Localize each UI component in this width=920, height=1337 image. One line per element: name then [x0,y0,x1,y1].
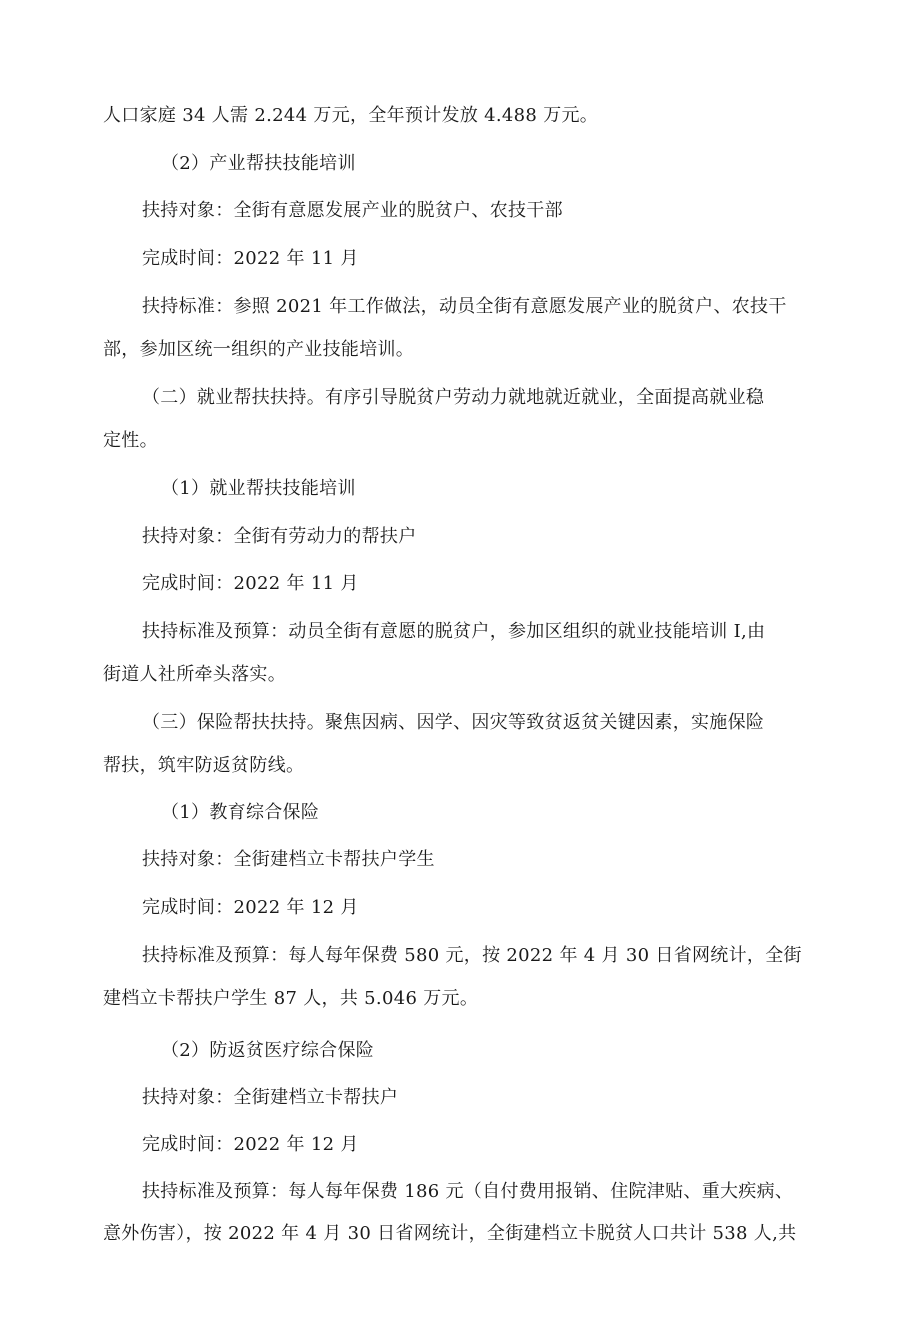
support-standard-line: 扶持标准：参照 2021 年工作做法，动员全街有意愿发展产业的脱贫户、农技干 [142,296,787,317]
completion-time-line: 完成时间：2022 年 11 月 [142,573,359,594]
support-target-line: 扶持对象：全街有劳动力的帮扶户 [142,526,417,547]
body-text-line: 定性。 [103,430,158,451]
completion-time-line: 完成时间：2022 年 12 月 [142,897,359,918]
body-text-line: 建档立卡帮扶户学生 87 人，共 5.046 万元。 [103,988,479,1009]
body-text-line: 街道人社所牵头落实。 [103,664,286,685]
support-standard-line: 扶持标准及预算：每人每年保费 580 元，按 2022 年 4 月 30 日省网统计，全街 [142,945,802,966]
support-standard-line: 扶持标准及预算：动员全街有意愿的脱贫户，参加区组织的就业技能培训 I,由 [142,621,766,642]
section-heading-paragraph: （三）保险帮扶扶持。聚焦因病、因学、因灾等致贫返贫关键因素，实施保险 [142,712,765,733]
subsection-heading: （1）教育综合保险 [161,802,320,823]
completion-time-line: 完成时间：2022 年 11 月 [142,248,359,269]
section-heading-paragraph: （二）就业帮扶扶持。有序引导脱贫户劳动力就地就近就业，全面提高就业稳 [142,387,765,408]
body-text-line: 部，参加区统一组织的产业技能培训。 [103,339,415,360]
body-text-line: 帮扶，筑牢防返贫防线。 [103,755,305,776]
subsection-heading: （2）防返贫医疗综合保险 [161,1040,375,1061]
body-text-line: 意外伤害），按 2022 年 4 月 30 日省网统计，全街建档立卡脱贫人口共计 538 人,共 [103,1223,797,1244]
completion-time-line: 完成时间：2022 年 12 月 [142,1134,359,1155]
support-target-line: 扶持对象：全街有意愿发展产业的脱贫户、农技干部 [142,200,563,221]
subsection-heading: （2）产业帮扶技能培训 [161,153,356,174]
support-standard-line: 扶持标准及预算：每人每年保费 186 元（自付费用报销、住院津贴、重大疾病、 [142,1181,794,1202]
support-target-line: 扶持对象：全街建档立卡帮扶户 [142,1087,399,1108]
body-text-line: 人口家庭 34 人需 2.244 万元，全年预计发放 4.488 万元。 [103,105,599,126]
subsection-heading: （1）就业帮扶技能培训 [161,478,356,499]
support-target-line: 扶持对象：全街建档立卡帮扶户学生 [142,849,435,870]
